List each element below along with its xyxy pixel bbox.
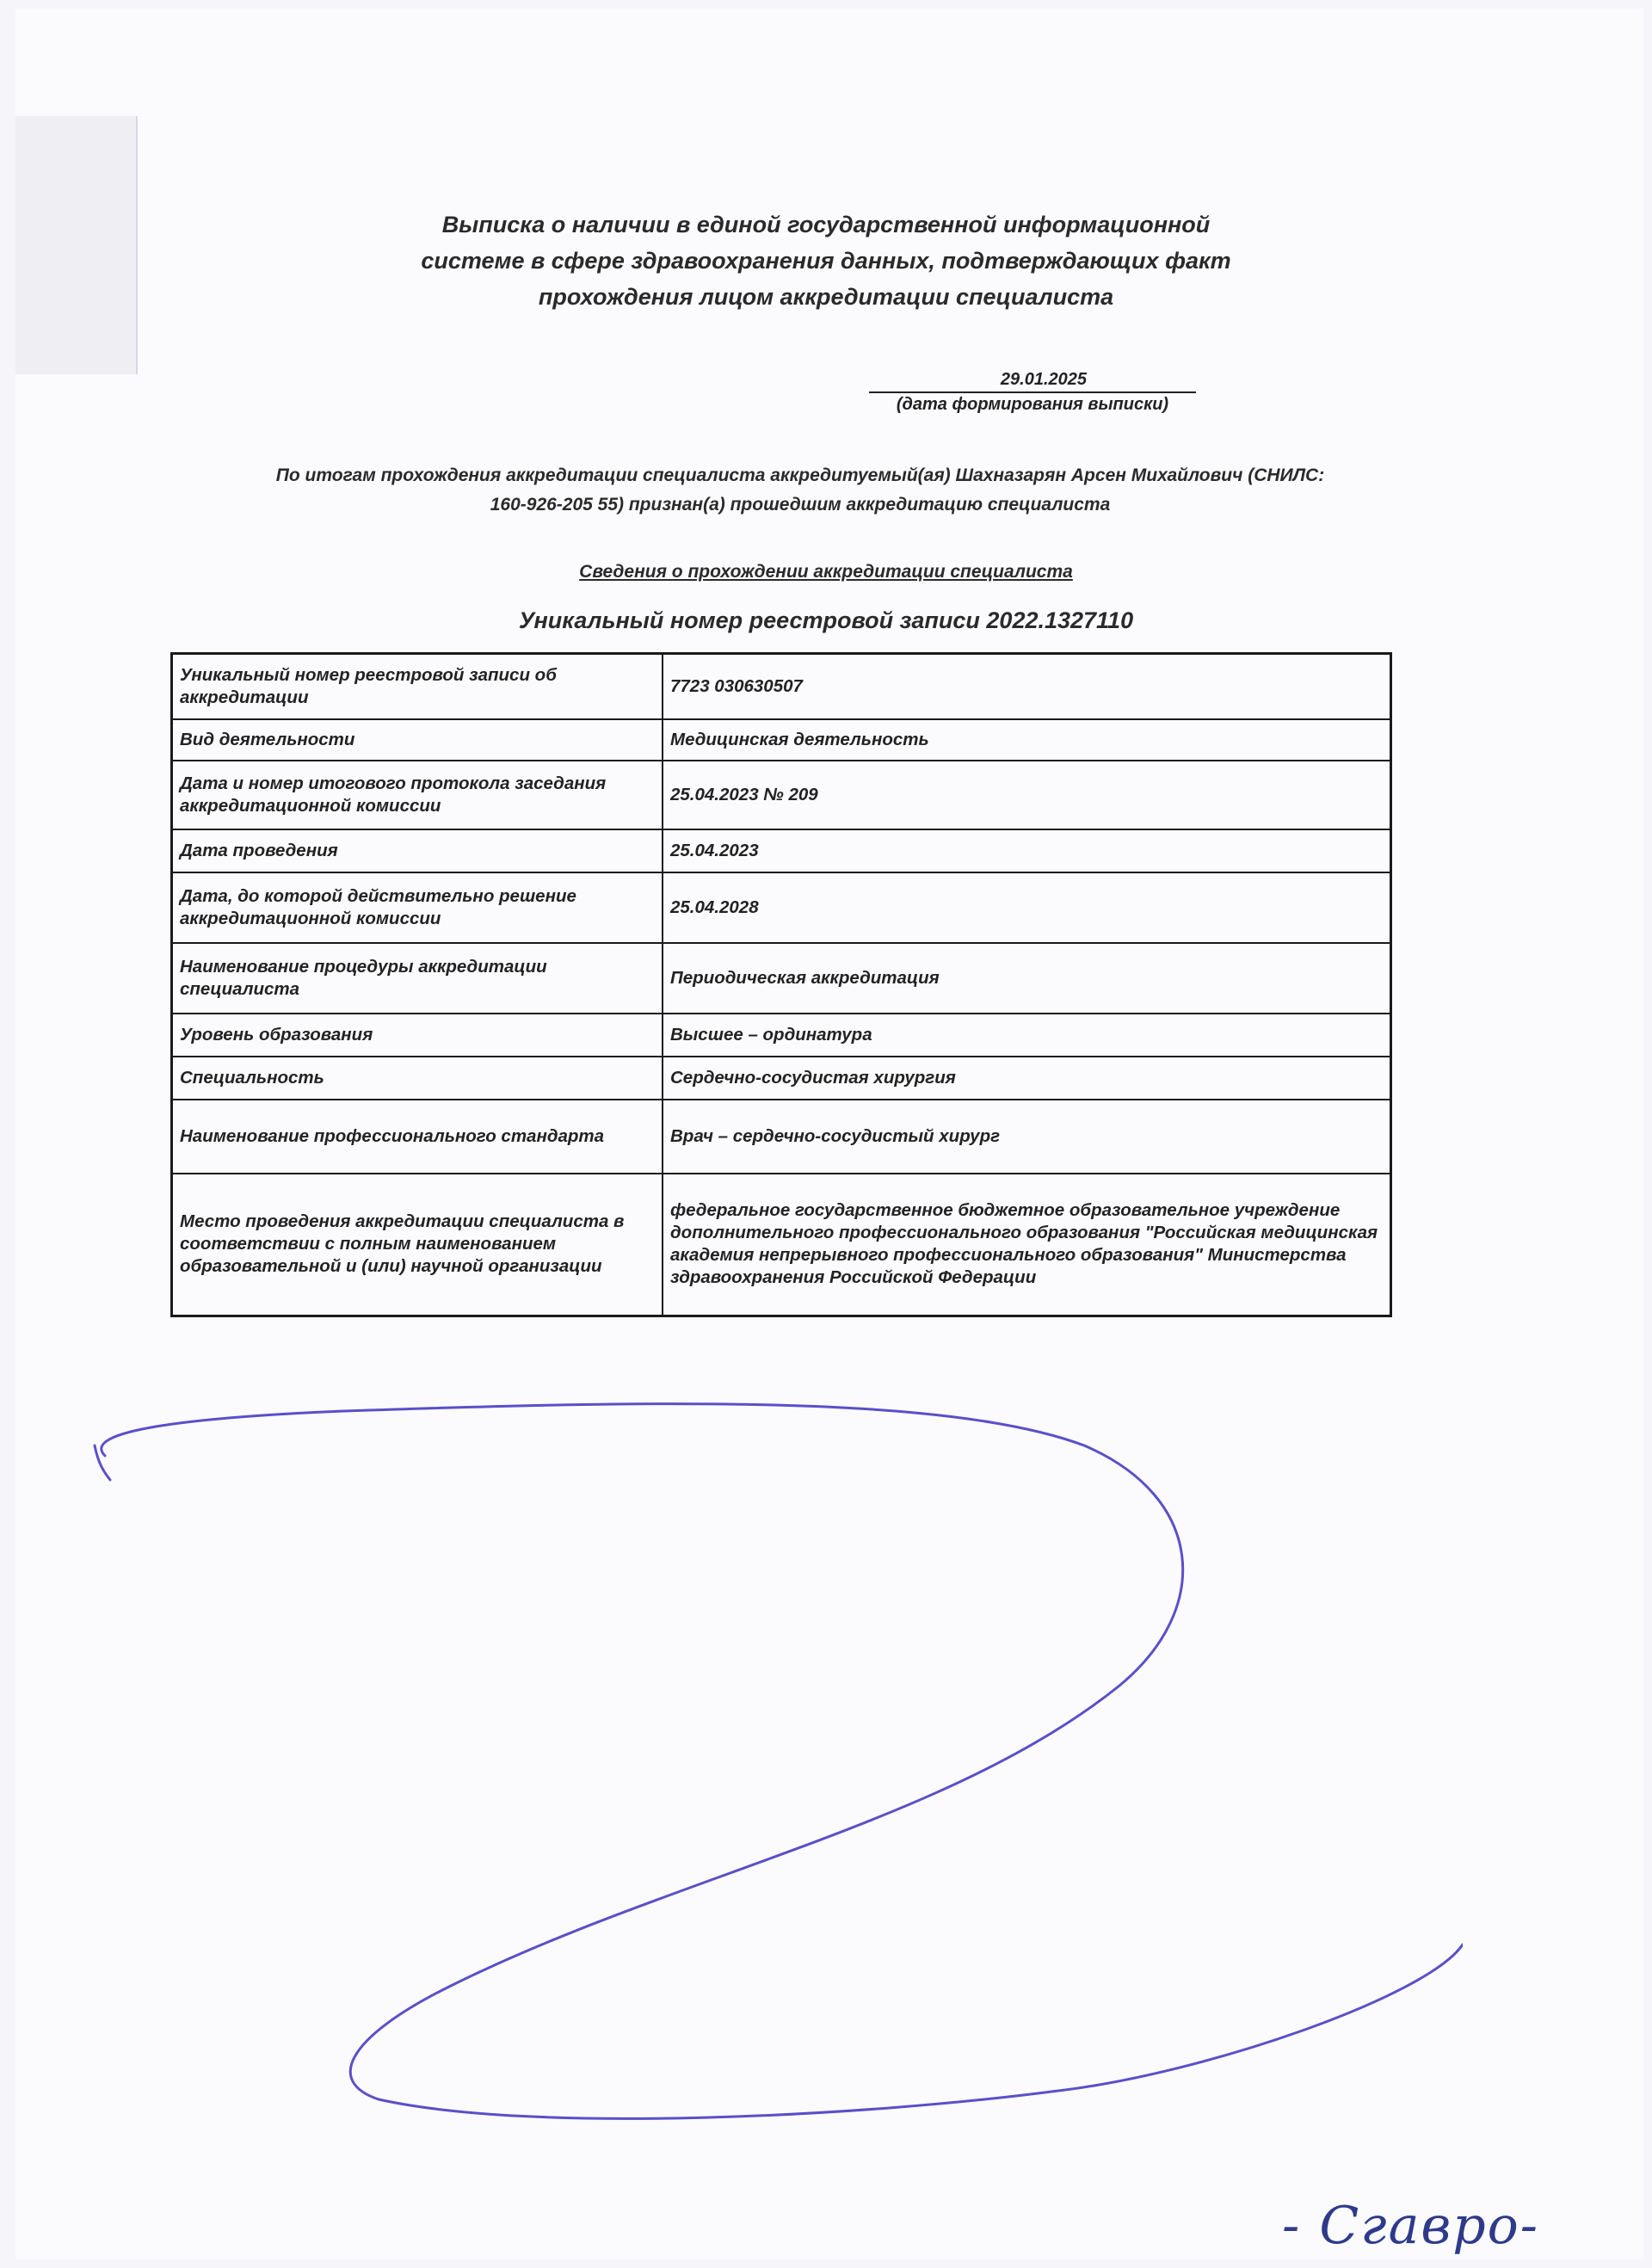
registry-number-heading: Уникальный номер реестровой записи 2022.1327110 bbox=[518, 607, 1134, 633]
title-line: системе в сфере здравоохранения данных, подтверждающих факт bbox=[421, 248, 1231, 274]
row-value: федеральное государственное бюджетное образовательное учреждение дополнительного профессионального образования "Российская медицинская академия непрерывного профессионального образования" Министерства здравоохранения Российской Федерации bbox=[663, 1174, 1391, 1316]
row-value: 25.04.2023 bbox=[663, 829, 1391, 872]
row-label: Место проведения аккредитации специалиста в соответствии с полным наименованием образовательной и (или) научной организации bbox=[172, 1174, 663, 1316]
row-label: Наименование процедуры аккредитации специалиста bbox=[172, 943, 663, 1014]
row-label: Уровень образования bbox=[172, 1014, 663, 1057]
row-label: Дата и номер итогового протокола заседания аккредитационной комиссии bbox=[172, 761, 663, 829]
table-row bbox=[172, 719, 1391, 761]
row-value: 25.04.2023 № 209 bbox=[663, 761, 1391, 829]
row-label: Дата проведения bbox=[172, 829, 663, 872]
table-row bbox=[172, 829, 1391, 872]
table-row bbox=[172, 761, 1391, 829]
row-label: Вид деятельности bbox=[172, 719, 663, 761]
signature-stroke bbox=[102, 1404, 1463, 2119]
issue-date: 29.01.2025 bbox=[869, 370, 1196, 393]
table-row bbox=[172, 872, 1391, 943]
row-value: Сердечно-сосудистая хирургия bbox=[663, 1057, 1391, 1100]
handwritten-note: - Сгавро- bbox=[1282, 2196, 1540, 2256]
signature-scribble bbox=[86, 1394, 1463, 2134]
section-heading: Сведения о прохождении аккредитации специалиста bbox=[579, 562, 1073, 582]
table-row bbox=[172, 654, 1391, 719]
row-label: Уникальный номер реестровой записи об аккредитации bbox=[172, 654, 663, 719]
row-label: Специальность bbox=[172, 1057, 663, 1100]
row-label: Наименование профессионального стандарта bbox=[172, 1100, 663, 1174]
title-line: прохождения лицом аккредитации специалиста bbox=[538, 284, 1114, 310]
issue-date-caption: (дата формирования выписки) bbox=[896, 395, 1169, 414]
accreditation-table bbox=[170, 652, 1392, 1317]
row-value: 7723 030630507 bbox=[663, 654, 1391, 719]
row-value: Высшее – ординатура bbox=[663, 1014, 1391, 1057]
table-row bbox=[172, 1014, 1391, 1057]
row-value: Медицинская деятельность bbox=[663, 719, 1391, 761]
row-label: Дата, до которой действительно решение аккредитационной комиссии bbox=[172, 872, 663, 943]
row-value: 25.04.2028 bbox=[663, 872, 1391, 943]
table-row bbox=[172, 1174, 1391, 1316]
document-title bbox=[0, 206, 1652, 315]
table-row bbox=[172, 1057, 1391, 1100]
issue-date-block bbox=[869, 370, 1196, 415]
title-line: Выписка о наличии в единой государственной информационной bbox=[441, 212, 1211, 237]
intro-line: 160-926-205 55) признан(а) прошедшим аккредитацию специалиста bbox=[490, 495, 1111, 515]
row-value: Врач – сердечно-сосудистый хирург bbox=[663, 1100, 1391, 1174]
intro-line: По итогам прохождения аккредитации специалиста аккредитуемый(ая) Шахназарян Арсен Михайлович (СНИЛС: bbox=[275, 465, 1325, 485]
table-row bbox=[172, 943, 1391, 1014]
row-value: Периодическая аккредитация bbox=[663, 943, 1391, 1014]
intro-paragraph bbox=[155, 461, 1446, 520]
table-row bbox=[172, 1100, 1391, 1174]
